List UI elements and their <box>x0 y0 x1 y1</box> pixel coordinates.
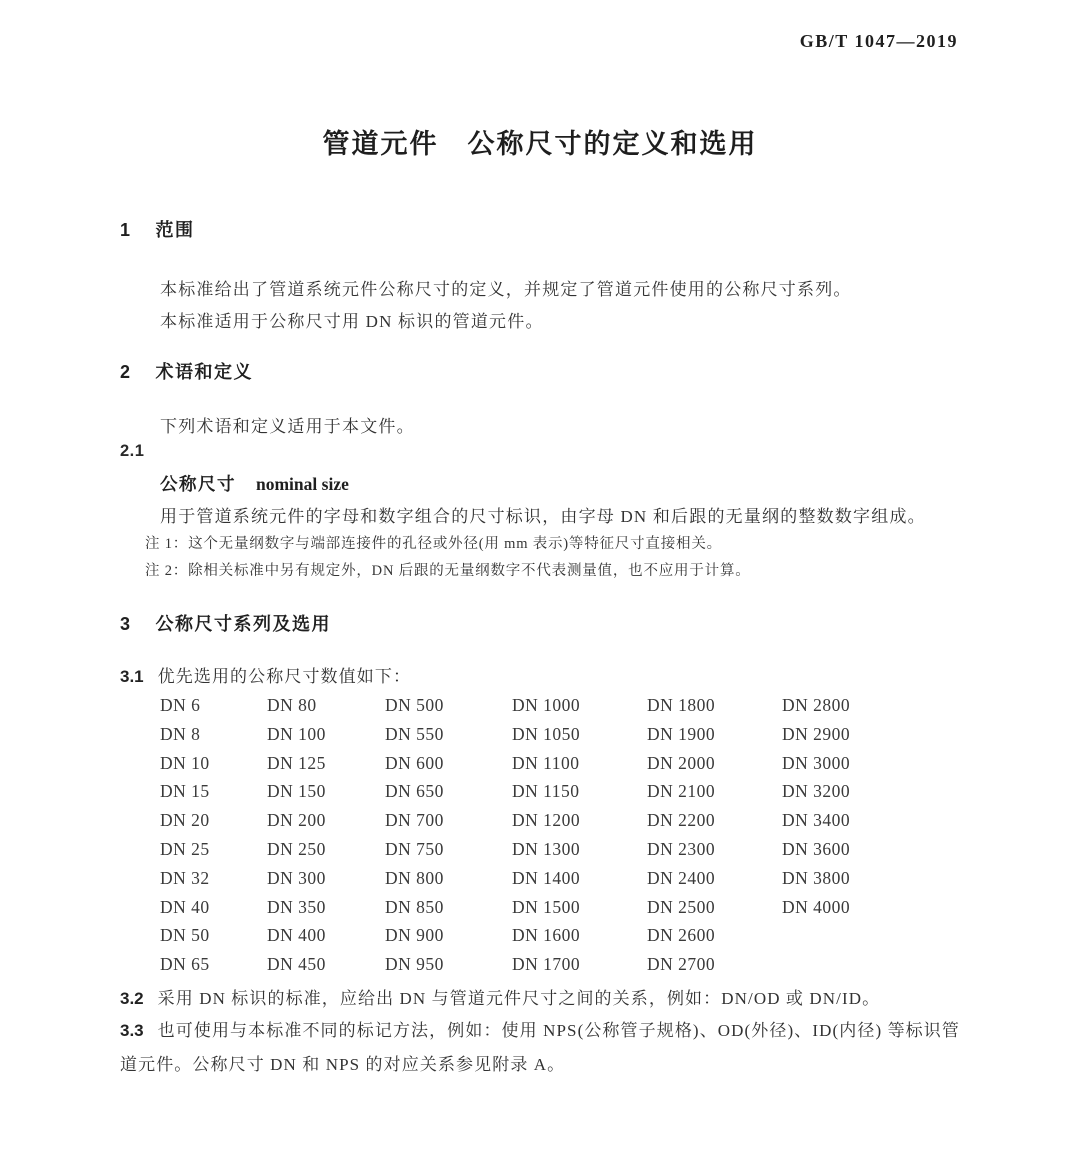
dn-value-cell: DN 1000 <box>512 695 581 715</box>
dn-value-cell: DN 8 <box>160 723 201 744</box>
dn-value-cell: DN 40 <box>160 896 210 917</box>
clause-3-2 <box>120 984 880 1009</box>
dn-value-cell: DN 1600 <box>512 925 581 946</box>
dn-value-cell: DN 80 <box>267 695 317 715</box>
dn-value-cell: DN 700 <box>385 810 444 831</box>
dn-value-cell: DN 400 <box>267 925 326 946</box>
dn-value-cell: DN 300 <box>267 867 326 888</box>
dn-value-cell: DN 3000 <box>782 752 851 773</box>
section-1-title: 范围 <box>155 220 195 240</box>
section-3-number: 3 <box>120 614 132 634</box>
dn-value-cell: DN 1300 <box>512 838 581 859</box>
dn-value-cell: DN 850 <box>385 896 444 917</box>
dn-value-cell: DN 750 <box>385 838 444 859</box>
dn-value-cell: DN 550 <box>385 723 444 744</box>
terms-intro: 下列术语和定义适用于本文件。 <box>160 417 415 436</box>
dn-value-cell: DN 4000 <box>782 896 851 917</box>
dn-value-cell: DN 20 <box>160 810 210 831</box>
clause-3-1-number: 3.1 <box>120 667 144 686</box>
section-1-number: 1 <box>120 220 132 240</box>
clause-3-2-text: 采用 DN 标识的标准，应给出 DN 与管道元件尺寸之间的关系，例如：DN/OD 或 DN/ID。 <box>157 989 881 1008</box>
dn-value-cell: DN 32 <box>160 867 210 888</box>
clause-3-3-number: 3.3 <box>120 1021 144 1040</box>
dn-value-cell: DN 3800 <box>782 867 851 888</box>
dn-value-cell: DN 650 <box>385 781 444 802</box>
dn-value-cell: DN 2800 <box>782 695 851 715</box>
dn-value-cell: DN 1100 <box>512 752 580 773</box>
dn-value-cell: DN 2600 <box>647 925 716 946</box>
clause-3-3-text: 也可使用与本标准不同的标记方法，例如：使用 NPS(公称管子规格)、OD(外径)、ID(内径) 等标识管道元件。公称尺寸 DN 和 NPS 的对应关系参见附录 A。 <box>120 1021 960 1074</box>
dn-value-cell: DN 2000 <box>647 752 716 773</box>
dn-value-cell: DN 25 <box>160 838 210 859</box>
scope-paragraph-1: 本标准给出了管道系统元件公称尺寸的定义，并规定了管道元件使用的公称尺寸系列。 <box>160 280 852 299</box>
dn-value-cell: DN 3600 <box>782 838 851 859</box>
clause-3-2-number: 3.2 <box>120 989 144 1008</box>
dn-value-cell: DN 350 <box>267 896 326 917</box>
dn-value-cell: DN 1900 <box>647 723 716 744</box>
dn-value-cell: DN 3200 <box>782 781 851 802</box>
dn-value-cell: DN 2700 <box>647 954 716 975</box>
dn-value-cell: DN 65 <box>160 954 210 975</box>
dn-value-cell: DN 900 <box>385 925 444 946</box>
dn-value-cell: DN 50 <box>160 925 210 946</box>
note-2: 注 2：除相关标准中另有规定外，DN 后跟的无量纲数字不代表测量值，也不应用于计算。 <box>145 563 751 579</box>
dn-value-cell: DN 125 <box>267 752 326 773</box>
dn-size-table <box>160 695 900 983</box>
note-1: 注 1：这个无量纲数字与端部连接件的孔径或外径(用 mm 表示)等特征尺寸直接相关。 <box>145 536 722 552</box>
dn-value-cell: DN 100 <box>267 723 326 744</box>
dn-value-cell: DN 1700 <box>512 954 581 975</box>
dn-value-cell: DN 2100 <box>647 781 716 802</box>
section-3-heading <box>120 610 331 636</box>
clause-2-1-number: 2.1 <box>120 442 145 460</box>
dn-value-cell: DN 2300 <box>647 838 716 859</box>
dn-value-cell: DN 950 <box>385 954 444 975</box>
dn-value-cell: DN 150 <box>267 781 326 802</box>
dn-value-cell: DN 1050 <box>512 723 581 744</box>
dn-value-cell: DN 800 <box>385 867 444 888</box>
term-chinese: 公称尺寸 <box>160 474 236 494</box>
section-2-heading <box>120 358 253 384</box>
dn-value-cell: DN 15 <box>160 781 210 802</box>
section-3-title: 公称尺寸系列及选用 <box>155 614 332 634</box>
clause-3-1-text: 优先选用的公称尺寸数值如下： <box>157 667 412 686</box>
dn-value-cell: DN 10 <box>160 752 210 773</box>
dn-value-cell: DN 2900 <box>782 723 851 744</box>
dn-value-cell: DN 500 <box>385 695 444 715</box>
clause-3-1 <box>120 662 411 687</box>
dn-value-cell: DN 1800 <box>647 695 716 715</box>
dn-value-cell: DN 2400 <box>647 867 716 888</box>
dn-value-cell: DN 200 <box>267 810 326 831</box>
clause-3-3 <box>120 1015 965 1082</box>
dn-value-cell: DN 3400 <box>782 810 851 831</box>
dn-value-cell <box>782 954 900 983</box>
dn-value-cell: DN 6 <box>160 695 201 715</box>
standard-number: GB/T 1047—2019 <box>799 31 958 51</box>
section-2-number: 2 <box>120 362 132 382</box>
scope-paragraph-2: 本标准适用于公称尺寸用 DN 标识的管道元件。 <box>160 312 544 331</box>
section-2-title: 术语和定义 <box>155 362 254 382</box>
dn-value-cell: DN 1400 <box>512 867 581 888</box>
term-definition-text: 用于管道系统元件的字母和数字组合的尺寸标识，由字母 DN 和后跟的无量纲的整数数字组成。 <box>160 507 926 526</box>
dn-value-cell: DN 2200 <box>647 810 716 831</box>
term-english: nominal size <box>256 474 349 494</box>
section-1-heading <box>120 216 195 242</box>
dn-value-cell: DN 1200 <box>512 810 581 831</box>
dn-value-cell: DN 600 <box>385 752 444 773</box>
dn-value-cell <box>782 925 900 954</box>
term-definition-line <box>160 471 349 496</box>
dn-value-cell: DN 1500 <box>512 896 581 917</box>
dn-value-cell: DN 2500 <box>647 896 716 917</box>
dn-value-cell: DN 450 <box>267 954 326 975</box>
dn-value-cell: DN 1150 <box>512 781 580 802</box>
document-title: 管道元件 公称尺寸的定义和选用 <box>322 129 758 159</box>
dn-value-cell: DN 250 <box>267 838 326 859</box>
